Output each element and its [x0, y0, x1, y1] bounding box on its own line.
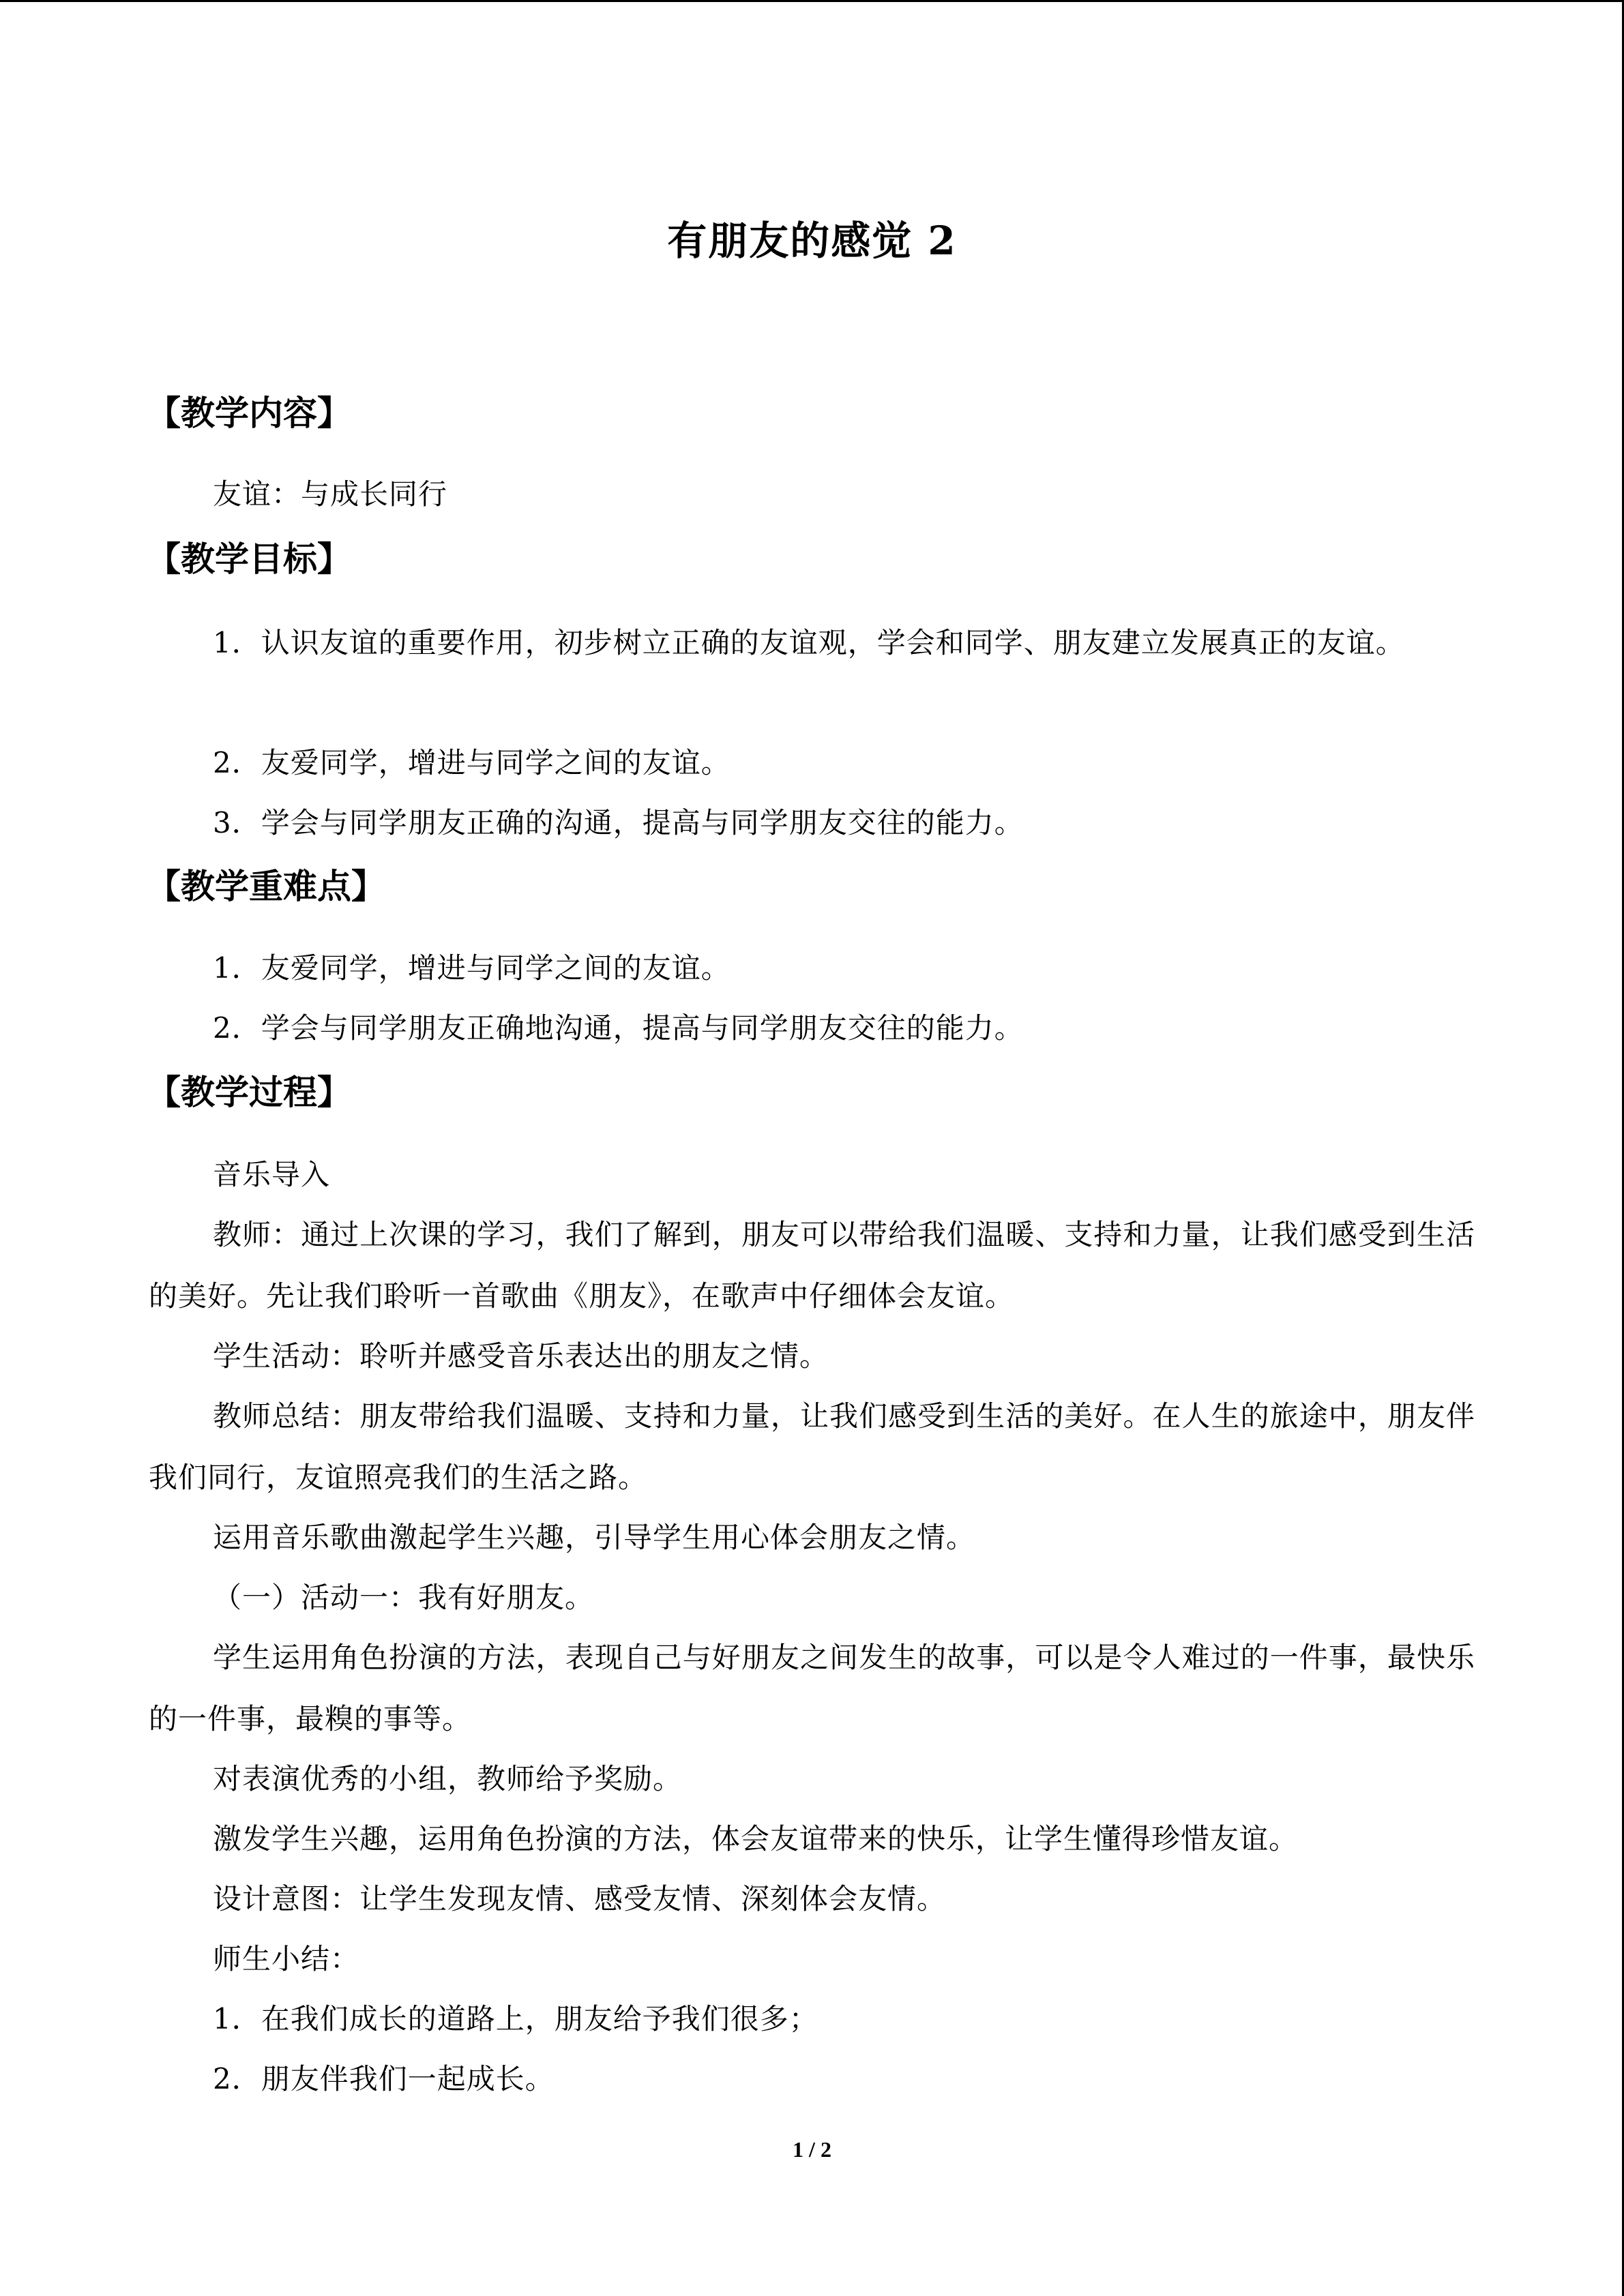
- paragraph: 运用音乐歌曲激起学生兴趣，引导学生用心体会朋友之情。: [213, 1521, 976, 1554]
- paragraph: 2．朋友伴我们一起成长。: [213, 2062, 555, 2096]
- paragraph: 学生运用角色扮演的方法，表现自己与好朋友之间发生的故事，可以是令人难过的一件事，最快乐的一件事，最糗的事等。: [149, 1641, 1475, 1735]
- paragraph: 教师总结：朋友带给我们温暖、支持和力量，让我们感受到生活的美好。在人生的旅途中，朋友伴我们同行，友谊照亮我们的生活之路。: [149, 1399, 1475, 1494]
- paragraph: 1．在我们成长的道路上，朋友给予我们很多；: [213, 2002, 818, 2036]
- paragraph: 2．友爱同学，增进与同学之间的友谊。: [213, 746, 730, 779]
- paragraph: 教师：通过上次课的学习，我们了解到，朋友可以带给我们温暖、支持和力量，让我们感受到生活的美好。先让我们聆听一首歌曲《朋友》，在歌声中仔细体会友谊。: [149, 1218, 1475, 1313]
- paragraph: （一）活动一：我有好朋友。: [213, 1581, 595, 1614]
- document-title: 有朋友的感觉 2: [667, 218, 957, 264]
- paragraph: 1．友爱同学，增进与同学之间的友谊。: [213, 951, 730, 985]
- paragraph: 师生小结：: [213, 1942, 360, 1976]
- paragraph: 学生活动：聆听并感受音乐表达出的朋友之情。: [213, 1339, 829, 1373]
- heading-teaching-goals: 【教学目标】: [147, 539, 351, 579]
- paragraph: 3．学会与同学朋友正确的沟通，提高与同学朋友交往的能力。: [213, 806, 1024, 839]
- paragraph: 设计意图：让学生发现友情、感受友情、深刻体会友情。: [213, 1882, 947, 1915]
- paragraph: 1．认识友谊的重要作用，初步树立正确的友谊观，学会和同学、朋友建立发展真正的友谊。: [213, 626, 1405, 659]
- page-top-border: [0, 0, 1624, 2]
- paragraph: 2．学会与同学朋友正确地沟通，提高与同学朋友交往的能力。: [213, 1011, 1024, 1045]
- heading-teaching-process: 【教学过程】: [147, 1073, 351, 1112]
- paragraph: 激发学生兴趣，运用角色扮演的方法，体会友谊带来的快乐，让学生懂得珍惜友谊。: [213, 1822, 1299, 1855]
- paragraph: 音乐导入: [213, 1158, 331, 1191]
- paragraph: 友谊：与成长同行: [213, 477, 448, 511]
- page-number: 1 / 2: [793, 2137, 831, 2162]
- paragraph: 对表演优秀的小组，教师给予奖励。: [213, 1762, 683, 1795]
- heading-teaching-content: 【教学内容】: [147, 393, 351, 433]
- heading-key-points: 【教学重难点】: [147, 867, 385, 906]
